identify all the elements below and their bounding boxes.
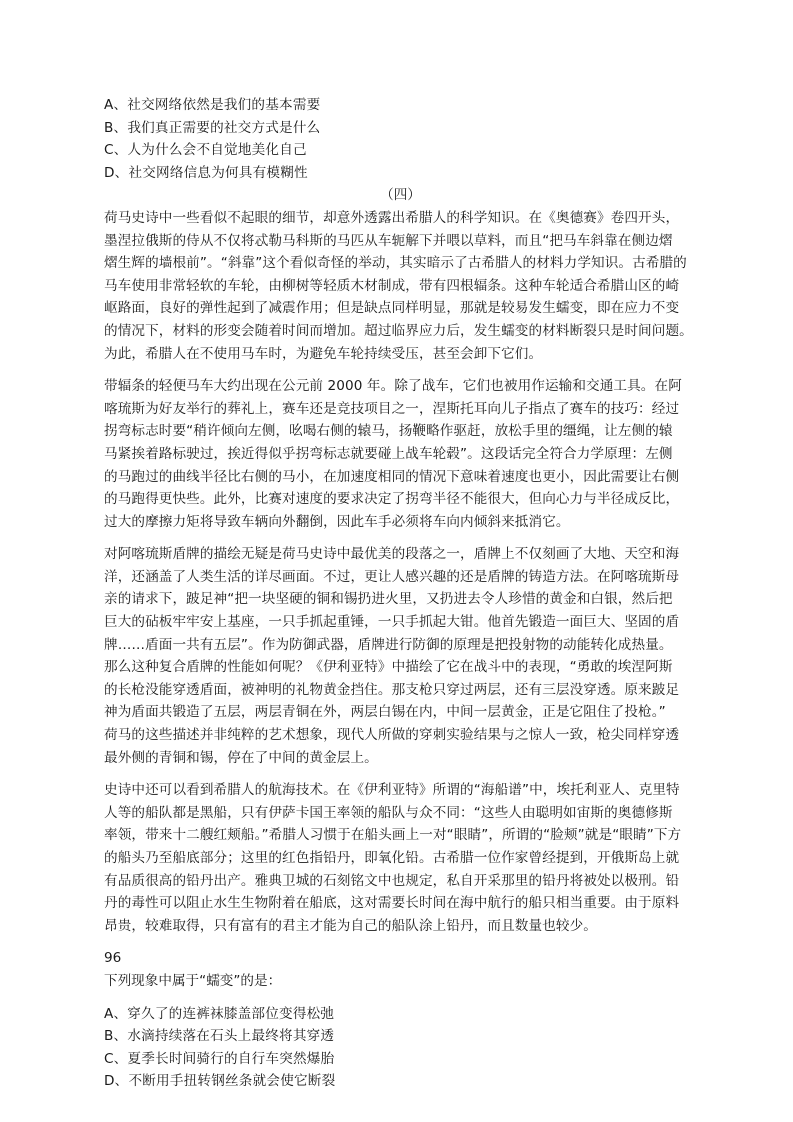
- paragraph-line: 亲的请求下，跛足神“把一块坚硬的铜和锡扔进火里，又扔进去令人珍惜的黄金和白银，然后把: [104, 591, 673, 608]
- paragraph-line: 的情况下，材料的形变会随着时间而增加。超过临界应力后，发生蠕变的材料断裂只是时间问题。: [104, 322, 693, 339]
- paragraph-2: [104, 375, 697, 533]
- paragraph-line: 的船头乃至船底部分；这里的红色指铅丹，即氧化铅。古希腊一位作家曾经提到，开俄斯岛上就: [104, 850, 680, 866]
- paragraph-line: 喀琉斯为好友举行的葬礼上，赛车还是竞技项目之一，涅斯托耳向儿子指点了赛车的技巧：经过: [104, 400, 680, 417]
- paragraph-line: 牌……盾面一共有五层”。作为防御武器，盾牌进行防御的原理是把投射物的动能转化成热量。: [104, 636, 673, 653]
- paragraph-line: 人等的船队都是黑船，只有伊萨卡国王率领的船队与众不同：“这些人由聪明如宙斯的奥德修斯: [104, 804, 673, 821]
- paragraph-line: 神为盾面共锻造了五层，两层青铜在外，两层白锡在内，中间一层黄金，正是它阻住了投枪。”: [104, 704, 666, 721]
- paragraph-line: 昂贵，较难取得，只有富有的君主才能为自己的船队涂上铅丹，而且数量也较少。: [104, 917, 597, 934]
- paragraph-line: 墨涅拉俄斯的侍从不仅将忒勒马科斯的马匹从车轭解下并喂以草料，而且“把马车斜靠在侧边熠: [104, 232, 673, 249]
- paragraph-line: 荷马史诗中一些看似不起眼的细节，却意外透露出希腊人的科学知识。在《奥德赛》卷四开头，: [104, 209, 680, 226]
- paragraph-line: 马紧挨着路标驶过，挨近得似乎拐弯标志就要碰上战车轮毂”。这段话完全符合力学原理：左侧: [104, 445, 673, 462]
- option-a: A、穿久了的连裤袜膝盖部位变得松弛: [104, 1005, 335, 1022]
- paragraph-line: 带辐条的轻便马车大约出现在公元前 2000 年。除了战车，它们也被用作运输和交通工具。在阿: [104, 378, 682, 395]
- option-a: A、社交网络依然是我们的基本需要: [104, 97, 321, 113]
- paragraph-line: 拐弯标志时要“稍许倾向左侧，吆喝右侧的辕马，扬鞭略作驱赶，放松手里的缰绳，让左侧的辕: [104, 423, 673, 440]
- option-c: C、人为什么会不自觉地美化自己: [104, 142, 307, 159]
- paragraph-line: 最外侧的青铜和锡，停在了中间的黄金层上。: [104, 749, 378, 766]
- paragraph-3: [104, 543, 697, 769]
- paragraph-1: [104, 207, 697, 365]
- paragraph-line: 对阿喀琉斯盾牌的描绘无疑是荷马史诗中最优美的段落之一，盾牌上不仅刻画了大地、天空和海: [104, 546, 680, 563]
- paragraph-line: 率领，带来十二艘红颊船。”希腊人习惯于在船头画上一对“眼睛”，所谓的“脸颊”就是“眼睛”下方: [104, 827, 682, 844]
- option-d: D、不断用手扭转钢丝条就会使它断裂: [104, 1073, 336, 1090]
- option-b: B、水滴持续落在石头上最终将其穿透: [104, 1028, 335, 1045]
- option-c: C、夏季长时间骑行的自行车突然爆胎: [104, 1050, 335, 1067]
- paragraph-line: 巨大的砧板牢牢安上基座，一只手抓起重锤，一只手抓起大钳。他首先锻造一面巨大、坚固的盾: [104, 614, 680, 631]
- section-title: （四）: [380, 187, 421, 204]
- paragraph-line: 过大的摩擦力矩将导致车辆向外翻倒，因此车手必须将车向内倾斜来抵消它。: [104, 513, 570, 530]
- question-number: 96: [104, 950, 122, 967]
- paragraph-4: [104, 779, 697, 937]
- paragraph-line: 荷马的这些描述并非纯粹的艺术想象，现代人所做的穿刺实验结果与之惊人一致，枪尖同样穿透: [104, 727, 680, 744]
- paragraph-line: 熠生辉的墙根前”。“斜靠”这个看似奇怪的举动，其实暗示了古希腊人的材料力学知识。古希腊的: [104, 255, 687, 272]
- paragraph-line: 洋，还涵盖了人类生活的详尽画面。不过，更让人感兴趣的还是盾牌的铸造方法。在阿喀琉斯母: [104, 568, 680, 585]
- option-d: D、社交网络信息为何具有模糊性: [104, 164, 308, 181]
- question-options: [104, 1003, 697, 1093]
- paragraph-line: 丹的毒性可以阻止水生生物附着在船底，这对需要长时间在海中航行的船只相当重要。由于原料: [104, 895, 680, 912]
- paragraph-line: 为此，希腊人在不使用马车时，为避免车轮持续受压，甚至会卸下它们。: [104, 345, 543, 362]
- paragraph-line: 史诗中还可以看到希腊人的航海技术。在《伊利亚特》所谓的“海船谱”中，埃托利亚人、克里特: [104, 782, 680, 799]
- paragraph-line: 马车使用非常轻软的车轮，由柳树等轻质木材制成，带有四根辐条。这种车轮适合希腊山区的崎: [104, 277, 680, 294]
- previous-question-options: [104, 94, 697, 184]
- paragraph-line: 岖路面，良好的弹性起到了减震作用；但是缺点同样明显，那就是较易发生蠕变，即在应力不变: [104, 300, 680, 317]
- paragraph-line: 的马跑得更快些。此外，比赛对速度的要求决定了拐弯半径不能很大，但向心力与半径成反比，: [104, 491, 680, 508]
- paragraph-line: 的马跑过的曲线半径比右侧的马小，在加速度相同的情况下意味着速度也更小，因此需要让右侧: [104, 468, 680, 485]
- option-b: B、我们真正需要的社交方式是什么: [104, 119, 321, 136]
- paragraph-line: 有品质很高的铅丹出产。雅典卫城的石刻铭文中也规定，私自开采那里的铅丹将被处以极刑。铅: [104, 872, 680, 889]
- question-stem: 下列现象中属于“蠕变”的是：: [104, 972, 282, 989]
- paragraph-line: 那么这种复合盾牌的性能如何呢？《伊利亚特》中描绘了它在战斗中的表现，“勇敢的埃涅阿斯: [104, 659, 673, 676]
- paragraph-line: 的长枪没能穿透盾面，被神明的礼物黄金挡住。那支枪只穿过两层，还有三层没穿透。原来跛足: [104, 681, 680, 698]
